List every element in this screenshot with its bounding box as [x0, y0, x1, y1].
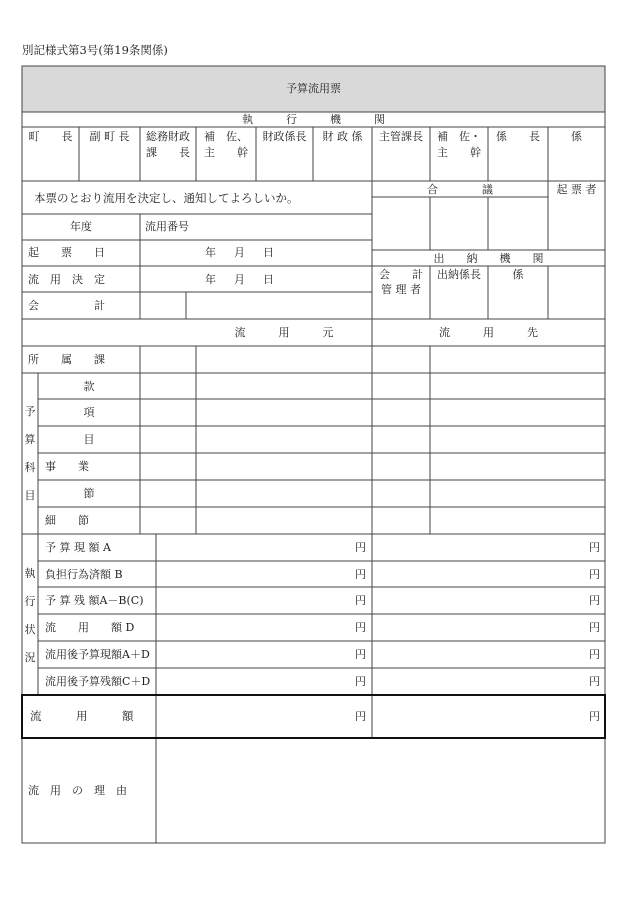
shikko-jokyo-char: 執 — [24, 567, 36, 580]
yen-unit: 円 — [355, 648, 366, 661]
kihyosha-label: 起 票 者 — [556, 183, 597, 196]
date-hi: 日 — [263, 246, 274, 259]
shikko-jokyo-char: 況 — [24, 651, 36, 664]
yosan-kamoku-char: 予 — [24, 405, 36, 418]
jokyo-row-label: 流用後予算現額A＋D — [45, 648, 150, 661]
suitou-kakaricho-label: 出納係長 — [437, 268, 481, 281]
kihyo-bi-label: 起 票 日 — [28, 246, 105, 259]
approver-label: 補 佐、 — [204, 130, 248, 143]
page-title: 予算流用票 — [286, 82, 341, 95]
shozoku-ka-label: 所 属 課 — [28, 353, 105, 366]
jokyo-row-label: 負担行為済額 B — [45, 568, 123, 581]
yosan-kamoku-char: 科 — [24, 461, 36, 474]
approver-label: 主管課長 — [379, 130, 423, 143]
yen-unit: 円 — [355, 710, 366, 723]
jokyo-row-label: 流 用 額 D — [45, 621, 135, 634]
gougi-label: 合 議 — [427, 183, 493, 196]
approver-label: 係 — [571, 130, 582, 143]
yen-unit: 円 — [589, 594, 600, 607]
yen-unit: 円 — [589, 710, 600, 723]
kamoku-row-label: 款 — [83, 380, 95, 393]
ryuyo-kettei-label: 流 用 決 定 — [28, 273, 105, 286]
approver-label: 課 長 — [146, 146, 190, 159]
jokyo-row-label: 予 算 残 額A－B(C) — [45, 594, 144, 607]
date-nen: 年 — [205, 246, 216, 259]
approver-label: 総務財政 — [146, 130, 190, 143]
yosan-kamoku-char: 目 — [24, 489, 36, 502]
yen-unit: 円 — [589, 541, 600, 554]
date-tsuki: 月 — [234, 246, 245, 259]
kaikei-kanrisha-label: 会 計 — [379, 268, 423, 281]
shikko-kikan-header: 執 行 機 関 — [242, 113, 385, 126]
yen-unit: 円 — [355, 675, 366, 688]
kamoku-row-label: 事 業 — [45, 460, 89, 473]
yen-unit: 円 — [589, 621, 600, 634]
date-hi: 日 — [263, 273, 274, 286]
kakari-label: 係 — [512, 268, 524, 281]
jokyo-row-label: 流用後予算残額C＋D — [45, 675, 151, 688]
kamoku-row-label: 節 — [83, 487, 95, 500]
kaikei-label: 会 計 — [28, 299, 105, 312]
kamoku-row-label: 項 — [83, 406, 95, 419]
ryuyo-moto-header: 流 用 元 — [234, 326, 334, 339]
approver-label: 町 長 — [28, 130, 73, 143]
kaikei-kanrisha-label: 管 理 者 — [381, 283, 421, 296]
ryuyo-riyu-label: 流 用 の 理 由 — [28, 784, 127, 797]
approver-label: 財政係長 — [262, 130, 307, 143]
kamoku-row-label: 細 節 — [45, 514, 89, 527]
kamoku-row-label: 目 — [83, 433, 95, 446]
yen-unit: 円 — [589, 568, 600, 581]
suitou-kikan-header: 出 納 機 関 — [433, 252, 544, 265]
yen-unit: 円 — [355, 568, 366, 581]
approver-label: 副 町 長 — [89, 130, 130, 143]
yen-unit: 円 — [355, 541, 366, 554]
date-nen: 年 — [205, 273, 216, 286]
nendo-label: 年度 — [70, 220, 92, 233]
yen-unit: 円 — [355, 594, 366, 607]
date-tsuki: 月 — [234, 273, 245, 286]
ryuyo-bango-label: 流用番号 — [145, 220, 189, 233]
jokyo-row-label: 予 算 現 額 A — [45, 541, 111, 554]
ryuyo-gaku-label: 流 用 額 — [30, 709, 134, 723]
yosan-kamoku-char: 算 — [24, 433, 36, 446]
yen-unit: 円 — [355, 621, 366, 634]
yen-unit: 円 — [589, 648, 600, 661]
shikko-jokyo-char: 状 — [24, 623, 36, 636]
shikko-jokyo-char: 行 — [24, 595, 36, 608]
approver-label: 財 政 係 — [322, 130, 363, 143]
approver-label: 主 幹 — [204, 146, 248, 159]
form-reference: 別記様式第3号(第19条関係) — [22, 43, 168, 57]
ryuyo-saki-header: 流 用 先 — [439, 326, 538, 339]
yen-unit: 円 — [589, 675, 600, 688]
decision-text: 本票のとおり流用を決定し、通知してよろしいか。 — [34, 191, 299, 205]
approver-label: 係 長 — [496, 130, 540, 143]
approver-label: 補 佐・ — [437, 130, 481, 143]
approver-label: 主 幹 — [437, 146, 481, 159]
